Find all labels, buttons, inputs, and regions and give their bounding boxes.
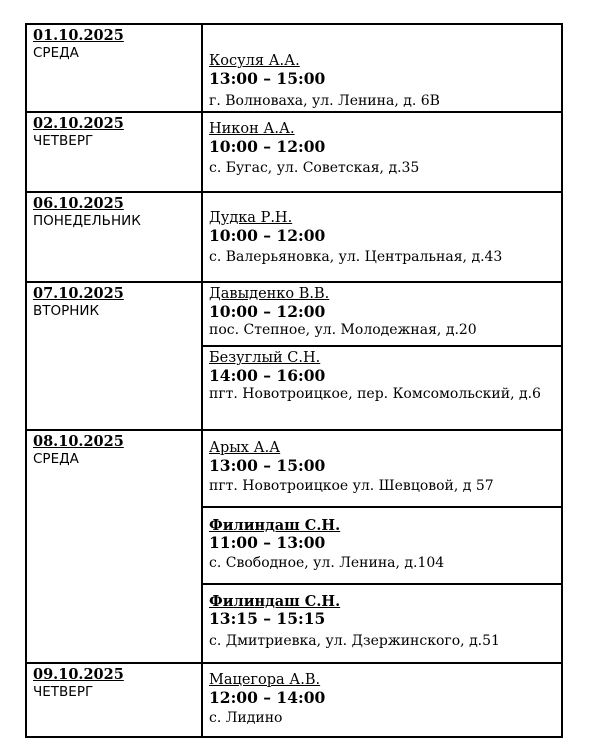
day-weekday: ВТОРНИК [33,303,100,319]
address: г. Волноваха, ул. Ленина, д. 6В [209,93,440,109]
date-cell [26,112,202,192]
entry-cell [202,663,562,737]
table-row [26,430,562,507]
address: пгт. Новотроицкое, пер. Комсомольский, д.6 [209,386,541,402]
entry-cell [202,192,562,282]
date-cell [26,430,202,663]
person-name: Дудка Р.Н. [209,210,293,226]
address: пгт. Новотроицкое ул. Шевцовой, д 57 [209,478,494,494]
time-range: 10:00 – 12:00 [209,302,326,321]
time-range: 10:00 – 12:00 [209,226,326,245]
address: пос. Степное, ул. Молодежная, д.20 [209,322,477,338]
day-weekday: ЧЕТВЕРГ [33,684,94,700]
table-row [26,282,562,346]
day-date: 02.10.2025 [33,115,124,132]
person-name: Давыденко В.В. [209,286,330,302]
table-row [26,112,562,192]
entry-cell [202,112,562,192]
address: с. Валерьяновка, ул. Центральная, д.43 [209,249,503,265]
address: с. Бугас, ул. Советская, д.35 [209,160,420,176]
day-weekday: СРЕДА [33,451,79,467]
table-row [26,663,562,737]
day-date: 09.10.2025 [33,666,124,683]
entry-cell [202,584,562,663]
day-date: 08.10.2025 [33,433,124,450]
table-row [26,192,562,282]
day-date: 07.10.2025 [33,285,124,302]
date-cell [26,192,202,282]
day-date: 01.10.2025 [33,27,124,44]
date-cell [26,663,202,737]
day-weekday: ЧЕТВЕРГ [33,133,94,149]
entry-cell [202,507,562,584]
table-row [26,24,562,112]
day-date: 06.10.2025 [33,195,124,212]
day-weekday: ПОНЕДЕЛЬНИК [33,213,141,229]
person-name: Никон А.А. [209,121,295,137]
person-name: Безуглый С.Н. [209,350,321,366]
time-range: 14:00 – 16:00 [209,366,326,385]
address: с. Дмитриевка, ул. Дзержинского, д.51 [209,633,500,649]
entry-cell [202,24,562,112]
address: с. Свободное, ул. Ленина, д.104 [209,555,445,571]
date-cell [26,24,202,112]
person-name: Филиндаш С.Н. [209,517,341,534]
time-range: 13:00 – 15:00 [209,69,326,88]
address: с. Лидино [209,710,283,726]
time-range: 12:00 – 14:00 [209,688,326,707]
date-cell [26,282,202,430]
day-weekday: СРЕДА [33,45,79,61]
person-name: Филиндаш С.Н. [209,593,341,610]
person-name: Косуля А.А. [209,53,300,69]
person-name: Арых А.А [209,440,281,456]
time-range: 11:00 – 13:00 [209,533,326,552]
schedule-table [25,23,563,738]
time-range: 13:15 – 15:15 [209,609,326,628]
person-name: Мацегора А.В. [209,672,321,688]
entry-cell [202,430,562,507]
time-range: 13:00 – 15:00 [209,456,326,475]
entry-cell [202,346,562,430]
entry-cell [202,282,562,346]
time-range: 10:00 – 12:00 [209,137,326,156]
